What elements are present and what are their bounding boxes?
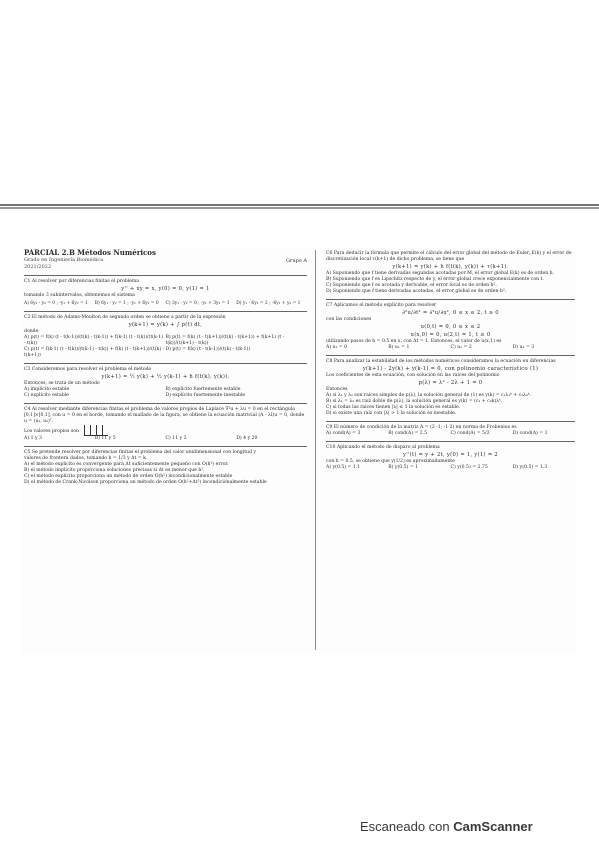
option-d: D) y₁ - 6y₂ = 2 ; -6y₁ + y₂ = 1 [236, 301, 301, 306]
equation: p(λ) = λ² - 2λ + 1 = 0 [418, 380, 483, 386]
exam-degree: Grado en Ingeniería Biomédica [24, 257, 104, 263]
equation: y'' + xy = x, y(0) = 0, y(1) = 1 [121, 286, 210, 292]
option-grid [24, 301, 307, 307]
option-c: C) 11 y 3 [165, 435, 187, 441]
option-d: D) u₁ = 3 [512, 345, 535, 350]
option-list [326, 465, 575, 471]
option-b: B) 6y₁ - y₂ = 1 ; -y₁ + 6y₂ = 0 [94, 301, 159, 306]
exam-title: PARCIAL 2.B Métodos Numéricos [24, 248, 156, 257]
divider [24, 403, 307, 404]
divider [326, 421, 575, 422]
question-c10 [326, 445, 575, 471]
right-column [326, 248, 575, 471]
divider [24, 446, 307, 447]
question-text: C2 El método de Adams-Moulton de segundo orden se obtiene a partir de la expresión [24, 314, 226, 320]
option-a: A) implícito estable [24, 386, 70, 392]
question-text: C4 Al resolver mediante diferencias finitas el problema de valores propios de Laplace ∇²u + λu = 0 en el rectángulo [0,1]×[0,1], con u = 0 en el borde, tomando el mallado de la figura, se obtiene la ecuación matricial (A - λI)u = 0, donde u = (u₁, u₂)ᵀ. [24, 406, 305, 424]
equation: y''(t) = y + 2t, y(0) = 1, y(1) = 2 [402, 452, 499, 458]
divider [24, 311, 307, 312]
question-text: C10 Aplicando el método de disparo al problema [326, 445, 440, 450]
option-a: A) u₁ = 0 [326, 345, 348, 350]
option-b: B) explícito fuertemente estable [165, 386, 241, 392]
question-line: D) el método de Crank-Nicolson proporciona un método de orden O(h²+Δt²) incondicionalmente estable [24, 479, 267, 485]
option-list [24, 436, 307, 442]
question-text: utilizando pasos de h = 0.5 en x, con Δt = 1. Entonces, el valor de u(x,1) es [326, 339, 502, 344]
option-c: C) 3y₁ - y₂ = 0 ; -y₁ + 3y₂ = 1 [165, 301, 230, 306]
question-text: Entonces [326, 387, 348, 392]
divider [326, 441, 575, 442]
option-list [24, 335, 307, 359]
equation-number: (1) [529, 366, 539, 372]
option-list [326, 345, 575, 351]
option-c: C) explícito estable [24, 392, 69, 398]
scan-dark-band-2 [0, 207, 599, 209]
equation: y(k+1) = y(k) + ∫ p(t) dt, [128, 321, 203, 328]
question-c9 [326, 425, 575, 437]
question-text: tomando 3 subintervalos, obtenemos el sistema [24, 293, 135, 298]
equation: y(k+1) - 2y(k) + y(k-1) = 0, con polinomio característico (1) [362, 366, 539, 372]
question-line: C) el método explícito proporciona un método de orden O(h²) incondicionalmente estable [24, 473, 233, 479]
option-list [326, 431, 575, 437]
equation: y(k+1) = ½ y(k) + ½ y(k-1) + h f(t(k), y(k)). [101, 373, 230, 380]
question-text: C3 Consideremos para resolver el problema el método [24, 366, 152, 372]
mesh-figure [84, 425, 108, 436]
question-text: Los valores propios son [24, 425, 307, 436]
option-d: D) cond(A) = 1 [512, 431, 548, 436]
question-c8 [326, 359, 575, 417]
question-c4 [24, 407, 307, 442]
watermark-brand: CamScanner [453, 819, 533, 834]
question-c5 [24, 450, 307, 486]
question-text: con las condiciones [326, 317, 372, 322]
scanner-watermark [360, 819, 533, 834]
exam-page [20, 248, 575, 653]
equation: ∂²u/∂t² = ∂²u/∂x², 0 ≤ x ≤ 2, t ≥ 0 [402, 310, 499, 316]
question-line: B) el método implícito proporciona soluciones precisas si Δt es menor que h². [24, 467, 205, 473]
question-text: Entonces, se trata de un método [24, 380, 100, 386]
option-a: A) p(t) = f(k) (t - t(k-1))/(t(k) - t(k-1)) + f(k-1) (t - t(k))/(t(k-1) - t(k)) [24, 334, 163, 346]
question-text: con h = 0.5, se obtiene que y(1/2) es aproximadamente [326, 459, 455, 464]
question-text: C1 Al resolver por diferencias finitas el problema [24, 279, 139, 284]
equation: y(k+1) = y(k) + h f(t(k), y(k)) + τ(k+1). [392, 264, 509, 270]
question-line: C) Suponiendo que f es acotada y derivable, el error local es de orden h². [326, 283, 497, 288]
option-b: B) u₁ = 1 [388, 345, 410, 350]
exam-year: 2021/2022 [24, 264, 52, 270]
option-b: B) cond(A) = 2.5 [388, 431, 428, 436]
option-b: B) si λ₁ = λ₂ es raíz doble de p(λ), la solución general es y(k) = (c₁ + c₂k)λᵏ. [326, 399, 503, 404]
option-c: C) u₁ = 2 [450, 345, 472, 350]
option-c: C) si todas las raíces tienen |λ| ≤ 1 la solución es estable. [326, 405, 461, 410]
question-c7 [326, 303, 575, 351]
option-b: B) 11 y 5 [94, 435, 116, 441]
divider [24, 363, 307, 364]
question-line: B) Suponiendo que f es Lipschitz respecto de y, el error global crece exponencialmente con t. [326, 277, 544, 282]
option-a: A) y(0.5) = 1.1 [326, 465, 361, 470]
question-line: D) Suponiendo que f tiene derivadas acotadas, el error global es de orden h². [326, 289, 507, 294]
question-text: C9 El número de condición de la matriz A = (2 -1; -1 2) en norma de Frobenius es [326, 425, 517, 430]
option-c: C) p(t) = f(k-1) (t - t(k))/(t(k-1) - t(k)) + f(k) (t - t(k+1))/(t(k) - t(k+1)) [24, 346, 165, 358]
question-c6 [326, 251, 575, 295]
option-d: D) si existe una raíz con |λ| > 1 la solución es inestable. [326, 411, 457, 416]
watermark-prefix: Escaneado con [360, 819, 454, 834]
question-line: discretización local τ(k+1) de dicho problema, se tiene que [326, 257, 465, 262]
question-line: C6 Para deducir la fórmula que permite el cálculo del error global del método de Euler, E(k) y el error de [326, 251, 572, 256]
divider [326, 299, 575, 300]
question-line: C5 Se pretende resolver por diferencias finitas el problema del calor unidimensional con longitud y [24, 449, 256, 455]
question-text: C8 Para analizar la estabilidad de los métodos numéricos consideramos la ecuación en diferencias [326, 359, 556, 364]
question-line: A) el método explícito es convergente para Δt suficientemente pequeño con O(h²) error. [24, 461, 229, 467]
condition: u(0,t) = 0, 0 ≤ x ≤ 2 [420, 324, 481, 330]
option-b: B) y(0.5) = 1 [388, 465, 419, 470]
option-d: D) y(0.5) = 1.3 [512, 465, 548, 470]
question-text: Los coeficientes de esta ecuación, con solución en las raíces del polinomio [326, 373, 500, 378]
divider [326, 355, 575, 356]
question-line: A) Suponiendo que f tiene derivadas segundas acotadas por M, el error global E(k) es de orden h. [326, 271, 555, 276]
option-c: C) cond(A) = 5/3 [450, 431, 490, 436]
option-c: C) y(0.5) = 2.75 [450, 465, 488, 470]
question-line: valores de frontera dados, tomando h = 1/3 y Δt = k. [24, 455, 148, 461]
question-c3 [24, 367, 307, 399]
option-b: B) p(t) = f(k) (t - t(k+1))/(t(k) - t(k+1)) + f(k+1) (t - t(k))/(t(k+1) - t(k)) [165, 334, 285, 346]
option-a: A) cond(A) = 3 [326, 431, 361, 436]
option-list [24, 387, 307, 399]
question-text: donde [24, 328, 39, 334]
option-a: A) 1 y 3 [24, 435, 42, 441]
column-divider [315, 250, 316, 650]
left-column [24, 248, 307, 486]
question-c2 [24, 315, 307, 359]
question-text: C7 Aplicamos el método explícito para resolver [326, 303, 437, 308]
scan-dark-band [0, 204, 599, 206]
option-a: A) si λ₁ y λ₂ son raíces simples de p(λ), la solución general de (1) es y(k) = c₁λ₁ᵏ + c₂λ₂ᵏ. [326, 393, 531, 398]
exam-group: Grupo A [285, 258, 307, 264]
option-d: D) p(t) = f(k) (t - t(k-1))/(t(k) - t(k-1)) [165, 346, 251, 352]
option-d: D) 4 y 20 [236, 435, 258, 441]
condition: u(x,0) = 0, u(2,t) = 1, t ≥ 0 [410, 332, 491, 338]
divider [24, 275, 307, 276]
option-a: A) 6y₁ - y₂ = 0 ; -y₁ + 6y₂ = 1 [24, 301, 88, 306]
question-c1 [24, 279, 307, 307]
option-d: D) explícito fuertemente inestable [165, 392, 246, 398]
